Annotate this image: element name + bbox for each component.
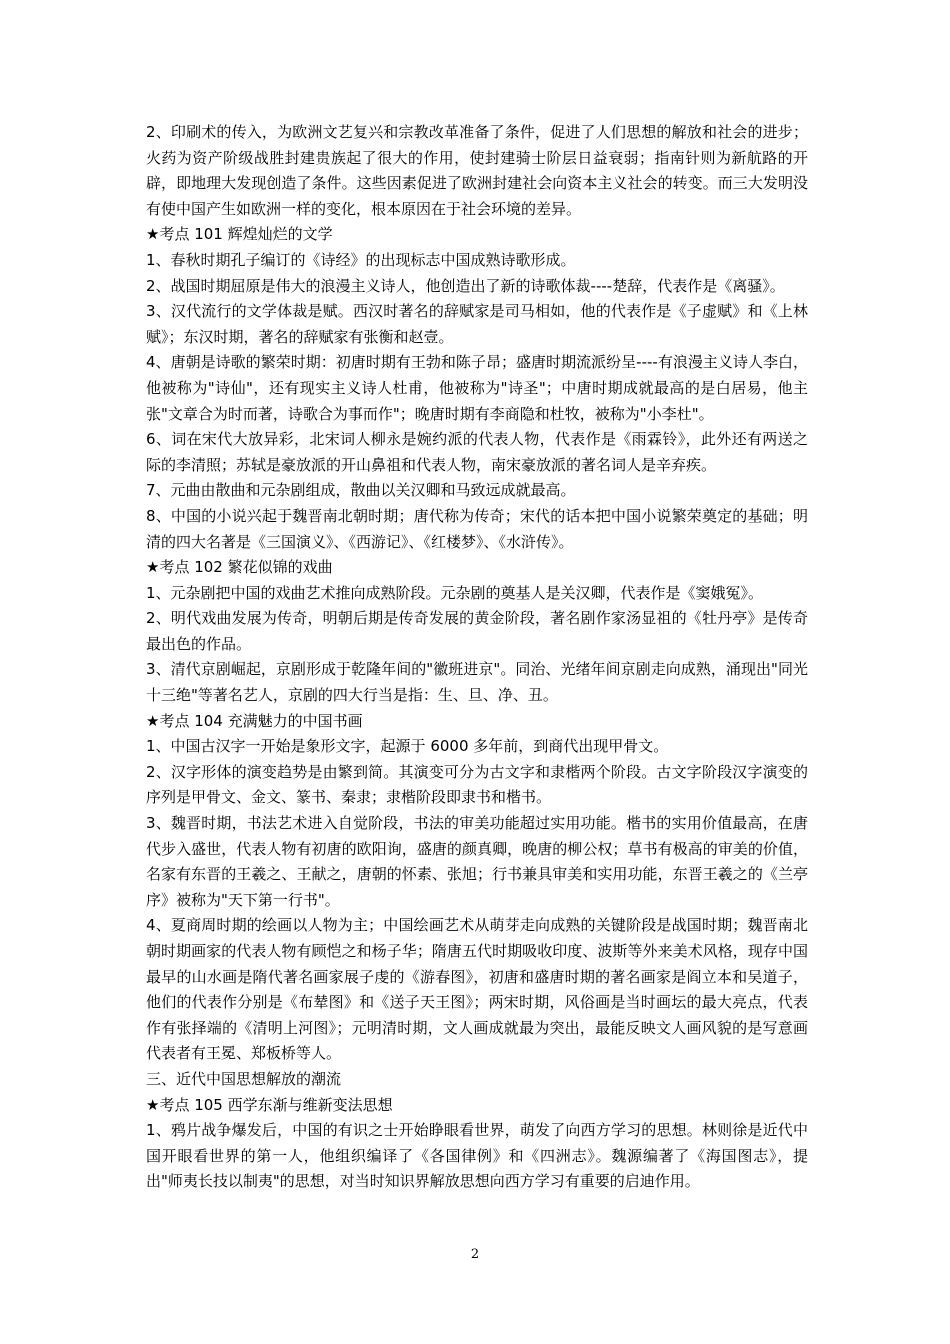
- document-body: [146, 120, 808, 1195]
- paragraph-chuci: 2、战国时期屈原是伟大的浪漫主义诗人，他创造出了新的诗歌体裁----楚辞，代表作是《离骚》。: [146, 276, 785, 295]
- paragraph-han-fu: 3、汉代流行的文学体裁是赋。西汉时著名的辞赋家是司马相如，他的代表作是《子虚赋》和《上林赋》；东汉时期，著名的辞赋家有张衡和赵壹。: [146, 302, 808, 346]
- paragraph-song-ci: 6、词在宋代大放异彩，北宋词人柳永是婉约派的代表人物，代表作是《雨霖铃》，此外还有两送之际的李清照；苏轼是豪放派的开山鼻祖和代表人物，南宋豪放派的著名词人是辛弃疾。: [146, 430, 808, 474]
- paragraph-peking-opera: 3、清代京剧崛起，京剧形成于乾隆年间的"徽班进京"。同治、光绪年间京剧走向成熟，涌现出"同光十三绝"等著名艺人，京剧的四大行当是指：生、旦、净、丑。: [146, 660, 808, 705]
- paragraph-characters-origin: 1、中国古汉字一开始是象形文字，起源于 6000 多年前，到商代出现甲骨文。: [146, 737, 669, 756]
- paragraph-tang-poetry: 4、唐朝是诗歌的繁荣时期：初唐时期有王勃和陈子昂；盛唐时期流派纷呈----有浪漫主义诗人李白，他被称为"诗仙"，还有现实主义诗人杜甫，他被称为"诗圣"；中唐时期成就最高的是白居易，他主张"文章合为时而著，诗歌合为事而作"；晚唐时期有李商隐和杜牧，被称为"小李杜"。: [146, 353, 808, 423]
- paragraph-printing-press: 2、印刷术的传入，为欧洲文艺复兴和宗教改革准备了条件，促进了人们思想的解放和社会的进步；火药为资产阶级战胜封建贵族起了很大的作用，使封建骑士阶层日益衰弱；指南针则为新航路的开辟，即地理大发现创造了条件。这些因素促进了欧洲封建社会向资本主义社会的转变。而三大发明没有使中国产生如欧洲一样的变化，根本原因在于社会环境的差异。: [146, 123, 808, 218]
- paragraph-opium-war: 1、鸦片战争爆发后，中国的有识之士开始睁眼看世界，萌发了向西方学习的思想。林则徐是近代中国开眼看世界的第一人，他组织编译了《各国律例》和《四洲志》。魏源编著了《海国图志》，提出"师夷长技以制夷"的思想，对当时知识界解放思想向西方学习有重要的启迪作用。: [146, 1121, 808, 1191]
- paragraph-ming-chuanqi: 2、明代戏曲发展为传奇，明朝后期是传奇发展的黄金阶段，著名剧作家汤显祖的《牡丹亭》是传奇最出色的作品。: [146, 609, 808, 653]
- section-heading-modern-thought: 三、近代中国思想解放的潮流: [146, 1069, 342, 1088]
- paragraph-painting: 4、夏商周时期的绘画以人物为主；中国绘画艺术从萌芽走向成熟的关键阶段是战国时期；魏晋南北朝时期画家的代表人物有顾恺之和杨子华；隋唐五代时期吸收印度、波斯等外来美术风格，现存中国最早的山水画是隋代著名画家展子虔的《游春图》，初唐和盛唐时期的著名画家是阎立本和吴道子，他们的代表作分别是《布辇图》和《送子天王图》；两宋时期，风俗画是当时画坛的最大亮点，代表作有张择端的《清明上河图》；元明清时期，文人画成就最为突出，最能反映文人画风貌的是写意画代表者有王冕、郑板桥等人。: [146, 916, 808, 1063]
- paragraph-novels: 8、中国的小说兴起于魏晋南北朝时期；唐代称为传奇；宋代的话本把中国小说繁荣奠定的基础；明清的四大名著是《三国演义》、《西游记》、《红楼梦》、《水浒传》。: [146, 506, 808, 551]
- heading-point-101: ★考点 101 辉煌灿烂的文学: [146, 225, 333, 244]
- heading-point-102: ★考点 102 繁花似锦的戏曲: [146, 558, 333, 577]
- paragraph-yuan-zaju: 1、元杂剧把中国的戏曲艺术推向成熟阶段。元杂剧的奠基人是关汉卿，代表作是《窦娥冤》。: [146, 583, 764, 602]
- paragraph-characters-evolution: 2、汉字形体的演变趋势是由繁到简。其演变可分为古文字和隶楷两个阶段。古文字阶段汉字演变的序列是甲骨文、金文、篆书、秦隶；隶楷阶段即隶书和楷书。: [146, 762, 808, 807]
- page-number: 2: [470, 1247, 480, 1262]
- paragraph-shijing: 1、春秋时期孔子编订的《诗经》的出现标志中国成熟诗歌形成。: [146, 250, 576, 269]
- paragraph-yuan-qu: 7、元曲由散曲和元杂剧组成，散曲以关汉卿和马致远成就最高。: [146, 481, 576, 500]
- heading-point-104: ★考点 104 充满魅力的中国书画: [146, 711, 363, 730]
- paragraph-calligraphy: 3、魏晋时期，书法艺术进入自觉阶段，书法的审美功能超过实用功能。楷书的实用价值最高，在唐代步入盛世，代表人物有初唐的欧阳询，盛唐的颜真卿，晚唐的柳公权；草书有极高的审美的价值，名家有东晋的王羲之、王献之，唐朝的怀素、张旭；行书兼具审美和实用功能，东晋王羲之的《兰亭序》被称为"天下第一行书"。: [146, 814, 808, 909]
- heading-point-105: ★考点 105 西学东渐与维新变法思想: [146, 1095, 393, 1114]
